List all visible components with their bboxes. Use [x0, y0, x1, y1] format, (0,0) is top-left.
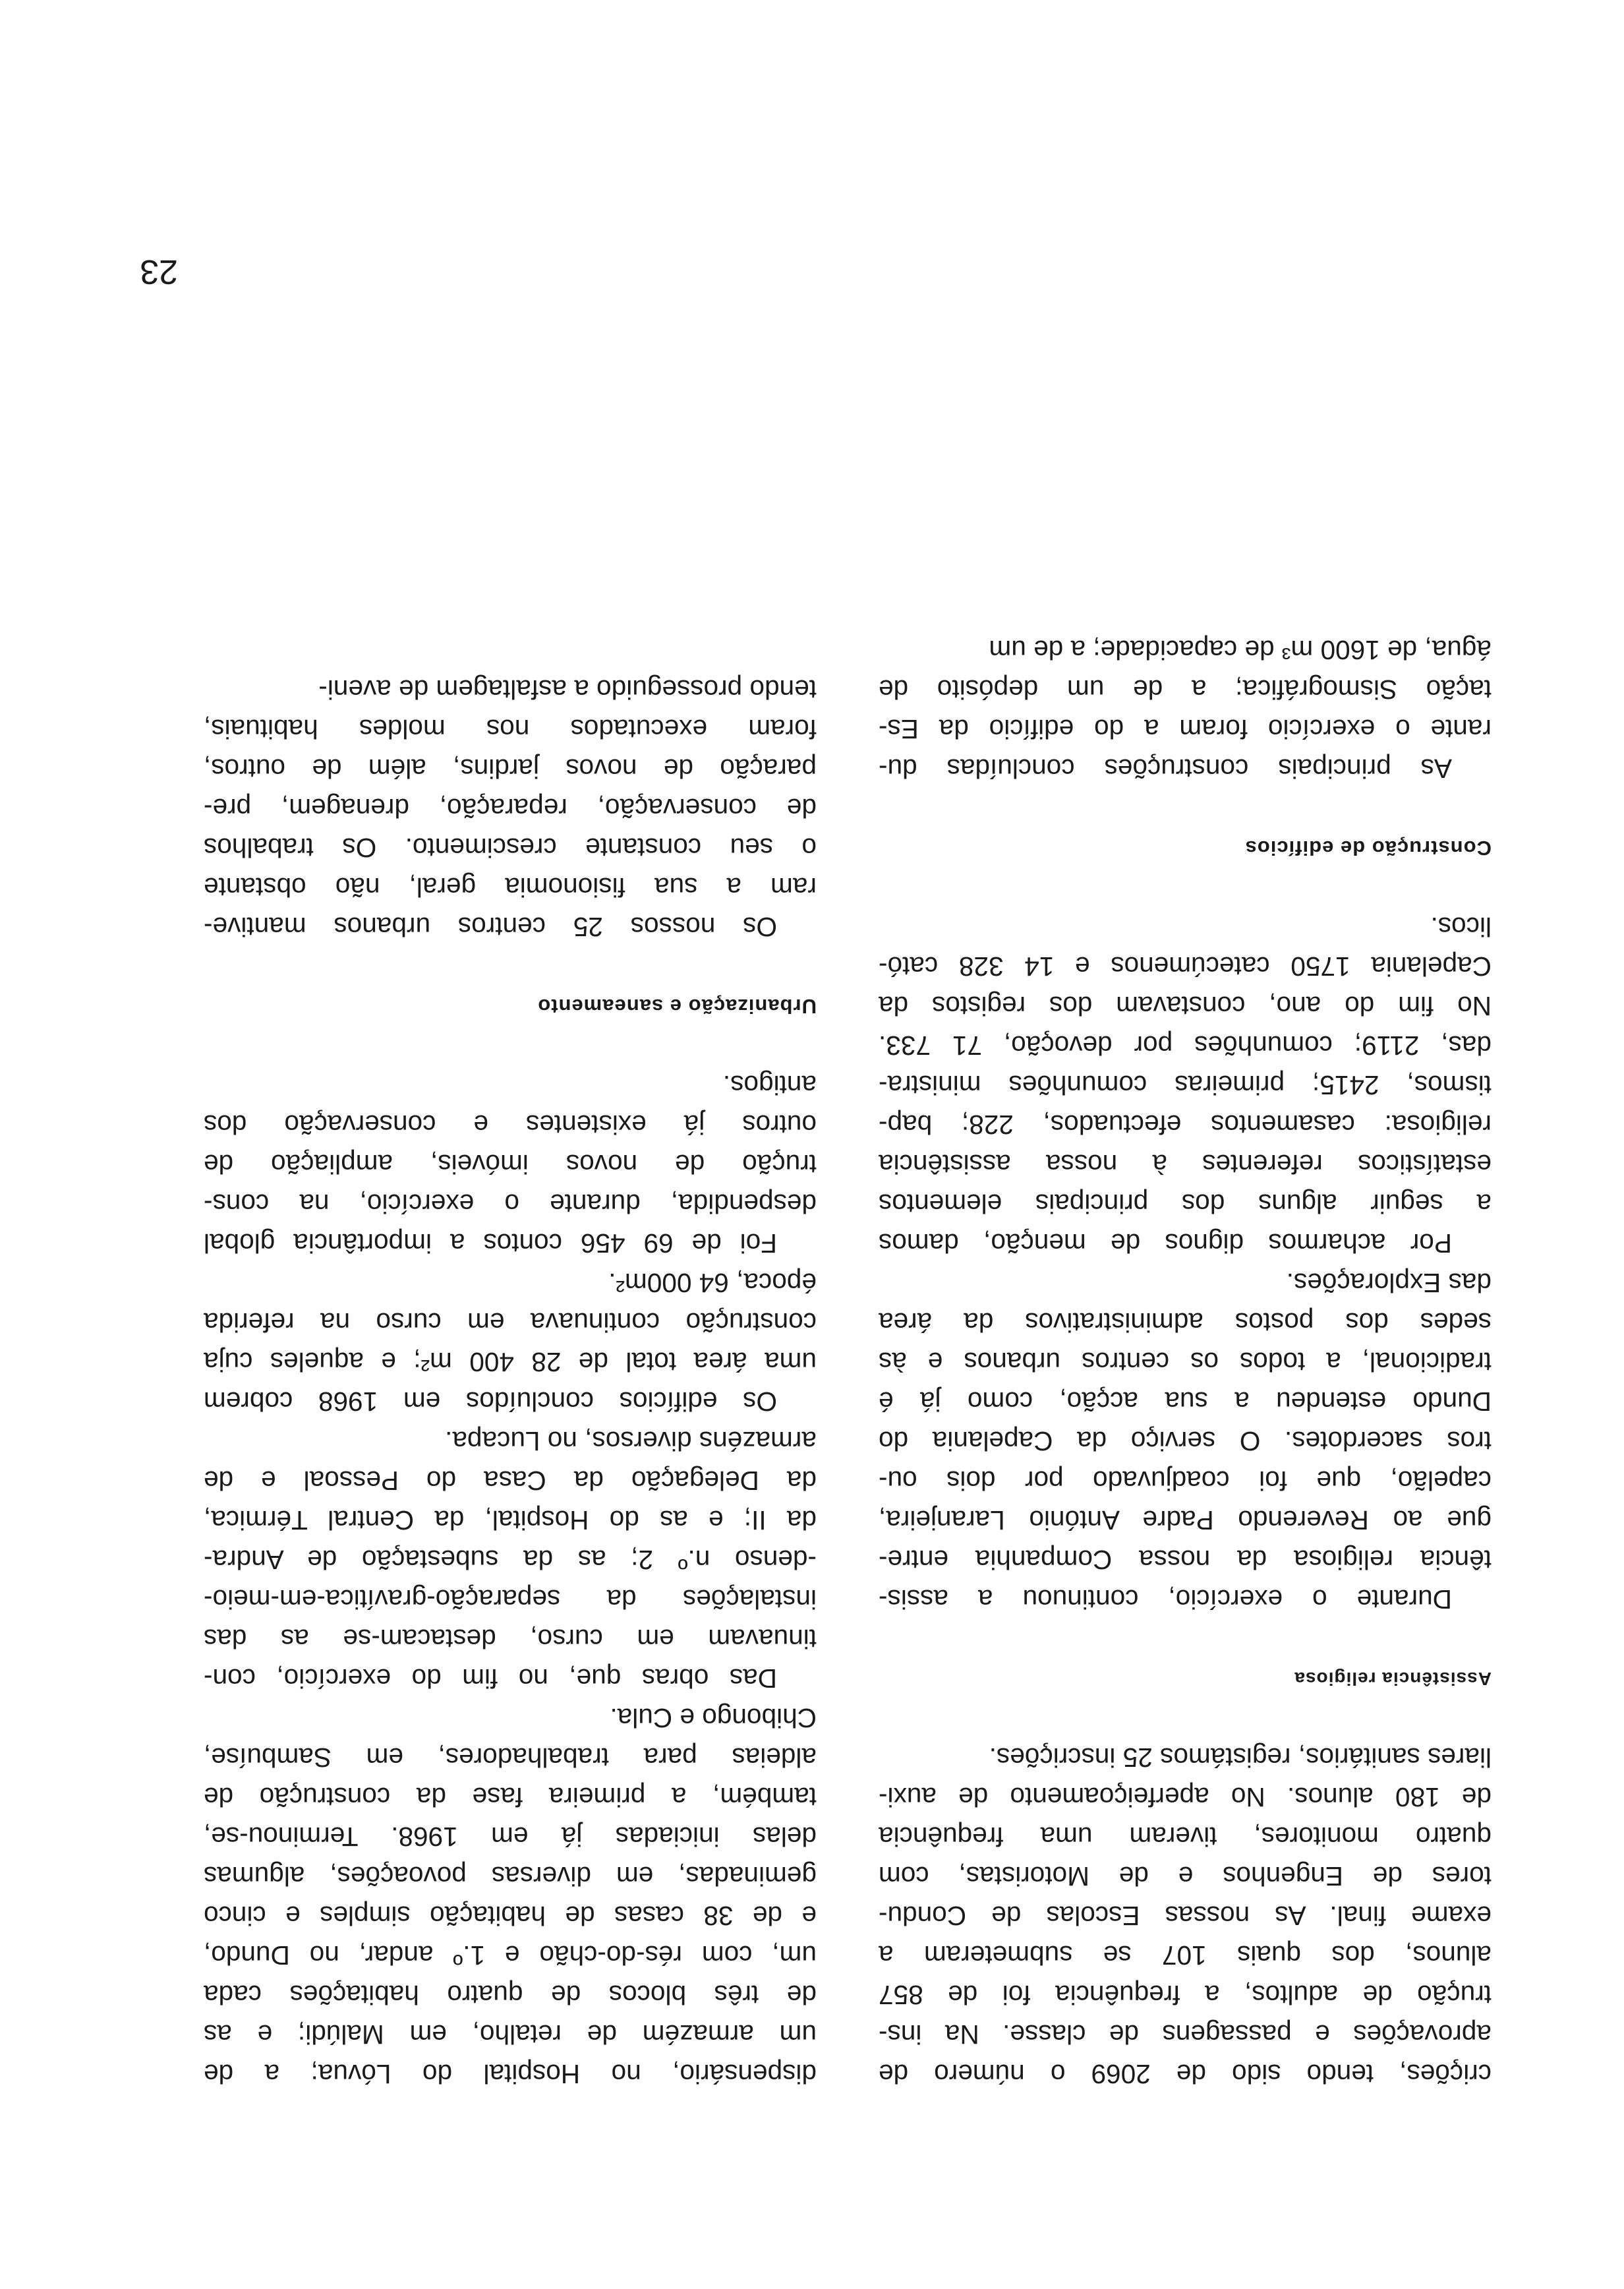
text-line: outros já existentes e conservação dos — [204, 1110, 817, 1140]
text-line: geminadas, em diversas povoações, algumas — [204, 1861, 817, 1891]
text-line: tação Sismográfica; a de um depósito de — [879, 674, 1492, 705]
text-line: de conservação, reparação, drenagem, pre- — [204, 793, 817, 823]
text-line: tinuavam em curso, destacam-se as das — [204, 1624, 817, 1654]
text-line: delas iniciadas já em 1968. Terminou-se, — [204, 1822, 817, 1852]
text-line: liares sanitários, registámos 25 inscrições. — [989, 1742, 1492, 1773]
text-line: da Delegação da Casa do Pessoal e de — [204, 1466, 817, 1496]
text-line: Os edifícios concluídos em 1968 cobrem — [204, 1386, 777, 1417]
text-line: tismos, 2415; primeiras comunhões ministra- — [879, 1070, 1492, 1100]
text-line: também, a primeira fase da construção de — [204, 1782, 817, 1812]
page-number: 23 — [140, 253, 178, 291]
text-line: época, 64 000m². — [608, 1268, 817, 1298]
text-line: instalações da separação-gravítica-em-meio- — [204, 1584, 817, 1615]
text-line: religiosa: casamentos efectuados, 228; bap- — [879, 1110, 1492, 1140]
text-line: Por acharmos dignos de menção, damos — [879, 1228, 1452, 1259]
text-line: das, 2119; comunhões por devoção, 71 733. — [879, 1030, 1492, 1061]
text-line: aldeias para trabalhadores, em Sambuíse, — [204, 1742, 817, 1773]
text-line: a seguir alguns dos principais elementos — [879, 1189, 1492, 1219]
text-line: estatísticos referentes à nossa assistência — [879, 1149, 1492, 1179]
text-line: capelão, que foi coadjuvado por dois ou- — [879, 1466, 1492, 1496]
text-line: de 180 alunos. No aperfeiçoamento de auxi- — [879, 1782, 1492, 1812]
paragraph — [204, 1065, 817, 1263]
text-line: ram a sua fisionomia geral, não obstante — [204, 872, 817, 903]
right-column — [204, 670, 817, 2289]
text-line: Das obras que, no fim do exercício, con- — [204, 1663, 777, 1694]
text-line: sedes dos postos administrativos da área — [879, 1307, 1492, 1338]
text-line: uma área total de 28 400 m²; e aqueles cuja — [204, 1347, 817, 1377]
text-line: um armazém de retalho, em Malúdi; e as — [204, 2019, 817, 2050]
text-line: trução de adultos, a frequência foi de 857 — [879, 1980, 1492, 2010]
text-line: e de 38 casas de habitação simples e cinco — [204, 1901, 817, 1931]
text-line: tores de Engenhos e de Motoristas, com — [879, 1861, 1492, 1891]
text-line: crições, tendo sido de 2069 o número de — [879, 2059, 1492, 2089]
section-heading-urbanizacao: Urbanização e saneamento — [537, 995, 817, 1018]
paragraph — [879, 1263, 1492, 1619]
text-line: despendida, durante o exercício, na cons- — [204, 1189, 817, 1219]
text-line: tros sacerdotes. O serviço da Capelania do — [879, 1426, 1492, 1456]
text-line: Durante o exercício, continuou a assis- — [879, 1584, 1452, 1615]
text-line: água, de 1600 m³ de capacidade; a de um — [989, 635, 1492, 665]
text-line: As principais construções concluídas du- — [879, 754, 1452, 784]
text-line: o seu constante crescimento. Os trabalhos — [204, 833, 817, 863]
text-line: Os nossos 25 centros urbanos mantive- — [204, 912, 777, 942]
text-line: aprovações e passagens de classe. Na ins- — [879, 2019, 1492, 2050]
text-line: paração de novos jardins, além de outros, — [204, 754, 817, 784]
text-line: dispensário, no Hospital do Lóvua; a de — [204, 2059, 817, 2089]
paragraph — [204, 1421, 817, 1698]
text-line: foram executados nos moldes habituais, — [204, 714, 817, 744]
text-line: Dundo estendeu a sua acção, como já é — [879, 1386, 1492, 1417]
text-line: tendo prosseguido a asfaltagem de aveni- — [318, 674, 817, 705]
paragraph — [204, 1698, 817, 2094]
text-line: rante o exercício foram a do edifício da Es- — [879, 714, 1492, 744]
text-line: gue ao Reverendo Padre António Laranjeira, — [879, 1505, 1492, 1535]
text-line: de três blocos de quatro habitações cada — [204, 1980, 817, 2010]
paragraph — [879, 630, 1492, 788]
text-line: exame final. As nossas Escolas de Condu- — [879, 1901, 1492, 1931]
section-heading-assistencia: Assistência religiosa — [1294, 1669, 1492, 1689]
left-column — [879, 630, 1492, 2289]
text-line: armazéns diversos, no Lucapa. — [445, 1426, 817, 1456]
text-line: -denso n.º 2; as da subestação de Andra- — [204, 1545, 817, 1575]
text-line: quatro monitores, tiveram uma frequência — [879, 1822, 1492, 1852]
paragraph — [204, 670, 817, 947]
text-line: um, com rés-do-chão e 1.º andar, no Dundo, — [204, 1940, 817, 1971]
paragraph — [879, 1738, 1492, 2094]
text-line: alunos, dos quais 107 se submeteram a — [879, 1940, 1492, 1971]
paragraph — [879, 907, 1492, 1263]
paragraph — [204, 1263, 817, 1421]
text-line: Chibongo e Cula. — [610, 1703, 817, 1733]
text-line: tência religiosa da nossa Companhia entre- — [879, 1545, 1492, 1575]
text-line: licos. — [1430, 912, 1492, 942]
text-line: Capelania 1750 catecúmenos e 14 328 cató- — [879, 951, 1492, 982]
text-line: das Explorações. — [1286, 1268, 1492, 1298]
text-line: trução de novos imóveis, ampliação de — [204, 1149, 817, 1179]
text-line: antigos. — [722, 1070, 817, 1100]
text-line: construção continuava em curso na referida — [204, 1307, 817, 1338]
text-line: Foi de 69 456 contos a importância global — [204, 1228, 777, 1259]
text-line: tradicional, a todos os centros urbanos e às — [879, 1347, 1492, 1377]
text-line: No fim do ano, constavam dos registos da — [879, 991, 1492, 1021]
section-heading-construcao: Construção de edifícios — [1244, 837, 1492, 860]
text-line: da II; e as do Hospital, da Central Térmica, — [204, 1505, 817, 1535]
